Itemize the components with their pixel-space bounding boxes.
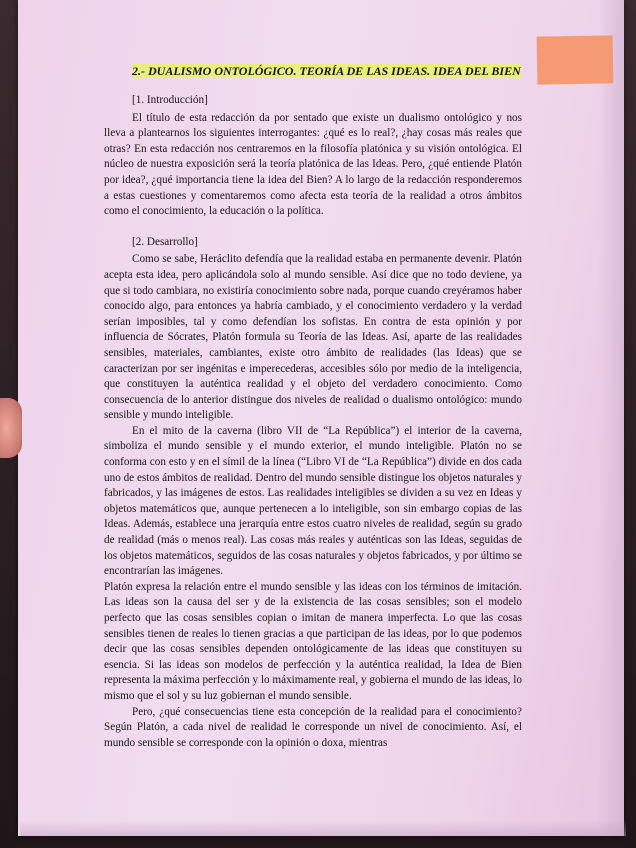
section-heading-introduccion: [1. Introducción]	[132, 94, 208, 106]
document-body	[104, 64, 522, 751]
paragraph-introduccion: El título de esta redacción da por sentado que existe un dualismo ontológico y nos lleva a plantearnos los siguientes interrogantes: ¿qué es lo real?, ¿hay cosas más reales que otras? En esta redacción nos centraremos en la filosofía platónica y su visión ontológica. El núcleo de nuestra exposición será la teoría platónica de las Ideas. Pero, ¿qué entiende Platón por idea?, ¿qué importancia tiene la idea del Bien? A lo largo de la redacción responderemos a estas cuestiones y comentaremos como afecta esta teoría de la realidad a otros ámbitos como el conocimiento, la educación o la política.	[104, 111, 522, 218]
section-spacer	[104, 220, 522, 235]
sticky-note-tab	[537, 35, 614, 84]
holding-finger	[0, 398, 22, 458]
document-title	[132, 64, 522, 79]
title-highlight: 2.- DUALISMO ONTOLÓGICO. TEORÍA DE LAS IDEAS. IDEA DEL BIEN	[132, 64, 521, 78]
section-heading-desarrollo: [2. Desarrollo]	[132, 235, 198, 248]
paragraph-desarrollo-4: Pero, ¿qué consecuencias tiene esta concepción de la realidad para el conocimiento? Según Platón, a cada nivel de realidad le corresponde un nivel de conocimiento. Así, el mundo sensible se corresponde con la opinión o doxa, mientras	[104, 705, 522, 749]
paragraph-desarrollo-2: En el mito de la caverna (libro VII de “La República”) el interior de la caverna, simboliza el mundo sensible y el mundo exterior, el mundo inteligible. Platón no se conforma con esto y en el símil de la línea (“Libro VI de “La República”) divide en dos cada uno de estos ámbitos de realidad. Dentro del mundo sensible distingue los objetos naturales y fabricados, y las imágenes de estos. Las realidades inteligibles se dividen a su vez en Ideas y objetos matemáticos que, aunque pertenecen a lo inteligible, son sin embargo copias de las Ideas. Además, establece una jerarquía entre estos cuatro niveles de realidad, según su grado de realidad (más o menos real). Las cosas más reales y auténticas son las Ideas, seguidas de los objetos matemáticos, seguidos de las cosas naturales y objetos fabricados, y por último se encontrarían las imágenes.	[104, 424, 522, 578]
page-bottom-shadow	[20, 820, 626, 836]
page-edge-shadow	[598, 0, 624, 836]
paragraph-desarrollo-1: Como se sabe, Heráclito defendía que la realidad estaba en permanente devenir. Platón acepta esta idea, pero aplicándola solo al mundo sensible. Así dice que no todo deviene, ya que si todo cambiara, no existiría conocimiento sobre nada, porque cuando creyéramos haber conocido algo, para entonces ya habría cambiado, y el conocimiento verdadero y la verdad serían imposibles, tal y como defendían los sofistas. En contra de esta opinión y por influencia de Sócrates, Platón formula su Teoría de las Ideas. Así, aparte de las realidades sensibles, materiales, cambiantes, existe otro ámbito de realidades (las Ideas) que se caracterizan por ser ingénitas e imperecederas, accesibles sólo por medio de la inteligencia, que constituyen la auténtica realidad y el objeto del verdadero conocimiento. Como consecuencia de lo anterior distingue dos niveles de realidad o dualismo ontológico: mundo sensible y mundo inteligible.	[104, 253, 522, 422]
paragraph-desarrollo-3: Platón expresa la relación entre el mundo sensible y las ideas con los términos de imitación. Las ideas son la causa del ser y de la existencia de las cosas sensibles; son el modelo perfecto que las cosas sensibles copian o imitan de manera imperfecta. Lo que las cosas sensibles tienen de reales lo tienen gracias a que participan de las ideas, por lo que podemos decir que las cosas sensibles dependen ontológicamente de las ideas que constituyen su esencia. Si las ideas son modelos de perfección y la auténtica realidad, la Idea de Bien representa la máxima perfección y lo máximamente real, y gobierna el mundo de las ideas, lo mismo que el sol y su luz gobiernan el mundo sensible.	[104, 580, 522, 702]
